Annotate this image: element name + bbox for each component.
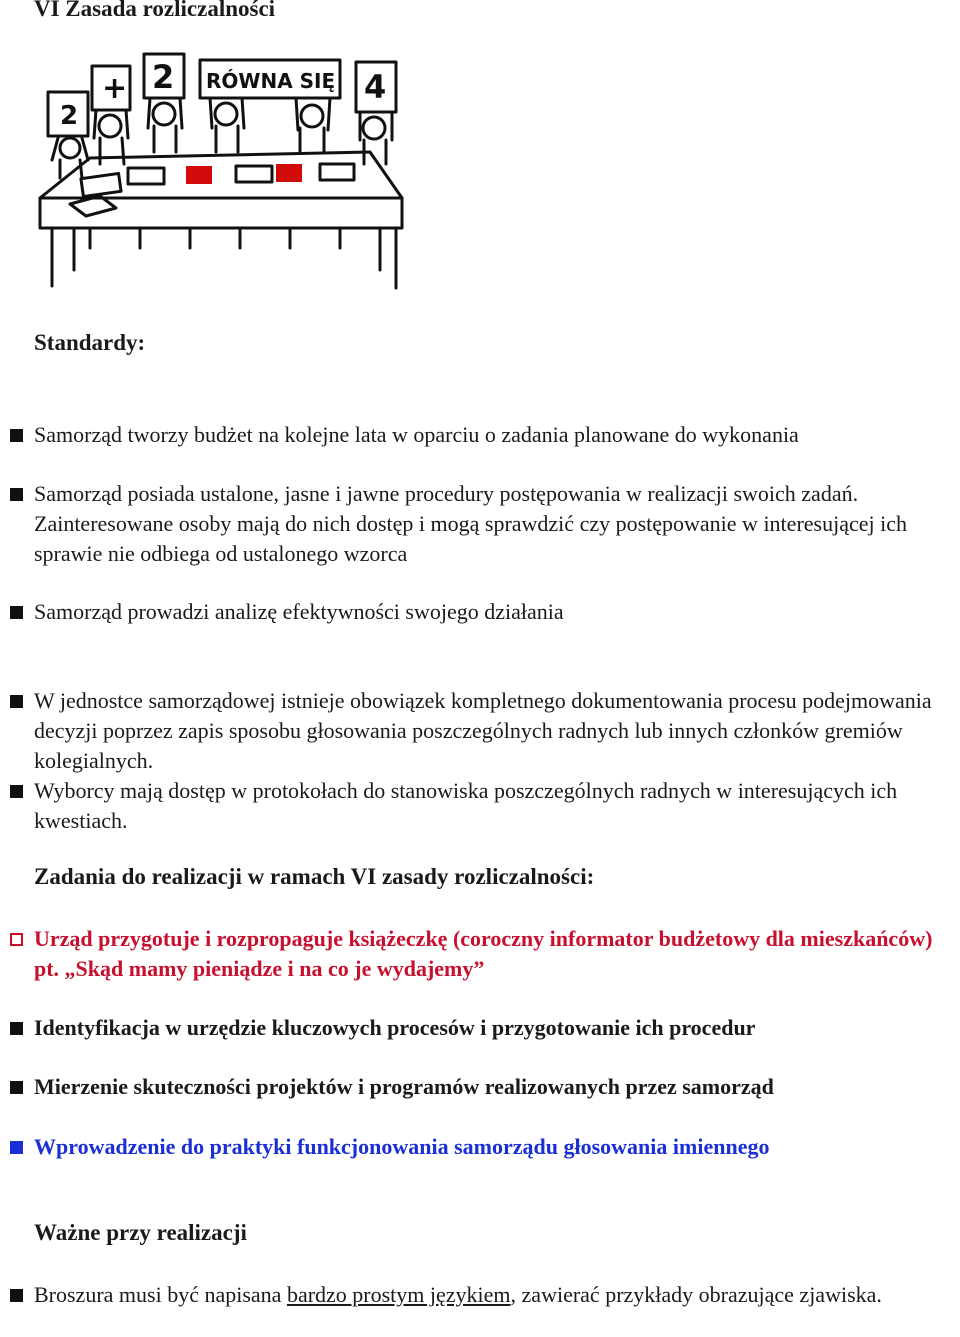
red-card-2	[276, 164, 302, 182]
square-bullet-icon	[10, 785, 23, 798]
standard-item: Wyborcy mają dostęp w protokołach do stanowiska poszczególnych radnych w interesujących ich kwestiach.	[10, 776, 956, 836]
sign-text-plus: +	[102, 71, 128, 106]
important-text-start: Broszura musi być napisana	[34, 1282, 287, 1307]
sign-text-small: 2	[60, 101, 79, 131]
standards-heading: Standardy:	[34, 330, 146, 355]
standard-item: W jednostce samorządowej istnieje obowiązek kompletnego dokumentowania procesu podejmowania decyzji poprzez zapis sposobu głosowania poszczególnych radnych lub innych członków gremiów kolegialnych.	[10, 686, 956, 776]
square-bullet-icon	[10, 1022, 23, 1035]
standard-item: Samorząd prowadzi analizę efektywności swojego działania	[10, 597, 956, 627]
task-item: Mierzenie skuteczności projektów i programów realizowanych przez samorząd	[10, 1072, 956, 1102]
square-bullet-icon	[10, 429, 23, 442]
task-item: Identyfikacja w urzędzie kluczowych procesów i przygotowanie ich procedur	[10, 1013, 956, 1043]
sign-text-rowna: RÓWNA SIĘ	[206, 69, 336, 93]
task-item: Urząd przygotuje i rozpropaguje książeczkę (coroczny informator budżetowy dla mieszkańców) pt. „Skąd mamy pieniądze i na co je wydajemy”	[10, 924, 956, 984]
square-bullet-icon	[10, 1081, 23, 1094]
square-bullet-icon	[10, 695, 23, 708]
square-bullet-icon	[10, 933, 23, 946]
task-item: Wprowadzenie do praktyki funkcjonowania samorządu głosowania imiennego	[10, 1132, 956, 1162]
tasks-heading: Zadania do realizacji w ramach VI zasady rozliczalności:	[34, 864, 595, 889]
important-heading: Ważne przy realizacji	[34, 1220, 247, 1245]
sign-text-two: 2	[152, 58, 175, 96]
sign-text-four: 4	[364, 68, 387, 106]
important-item	[10, 1280, 956, 1336]
square-bullet-icon	[10, 488, 23, 501]
important-text-end: , zawierać przykłady obrazujące zjawiska.	[510, 1282, 882, 1307]
square-bullet-icon	[10, 1289, 23, 1302]
standard-item: Samorząd posiada ustalone, jasne i jawne procedury postępowania w realizacji swoich zadań. Zainteresowane osoby mają do nich dostęp i mogą sprawdzić czy postępowanie w interesującej ich sprawie nie odbiega od ustalonego wzorca	[10, 479, 956, 569]
red-card-1	[186, 166, 212, 184]
page-title: VI Zasada rozliczalności	[34, 0, 276, 21]
square-bullet-icon	[10, 1141, 23, 1154]
council-illustration	[30, 48, 420, 298]
important-text-underlined: bardzo prostym językiem	[286, 1282, 511, 1307]
square-bullet-icon	[10, 606, 23, 619]
standard-item: Samorząd tworzy budżet na kolejne lata w oparciu o zadania planowane do wykonania	[10, 420, 956, 450]
